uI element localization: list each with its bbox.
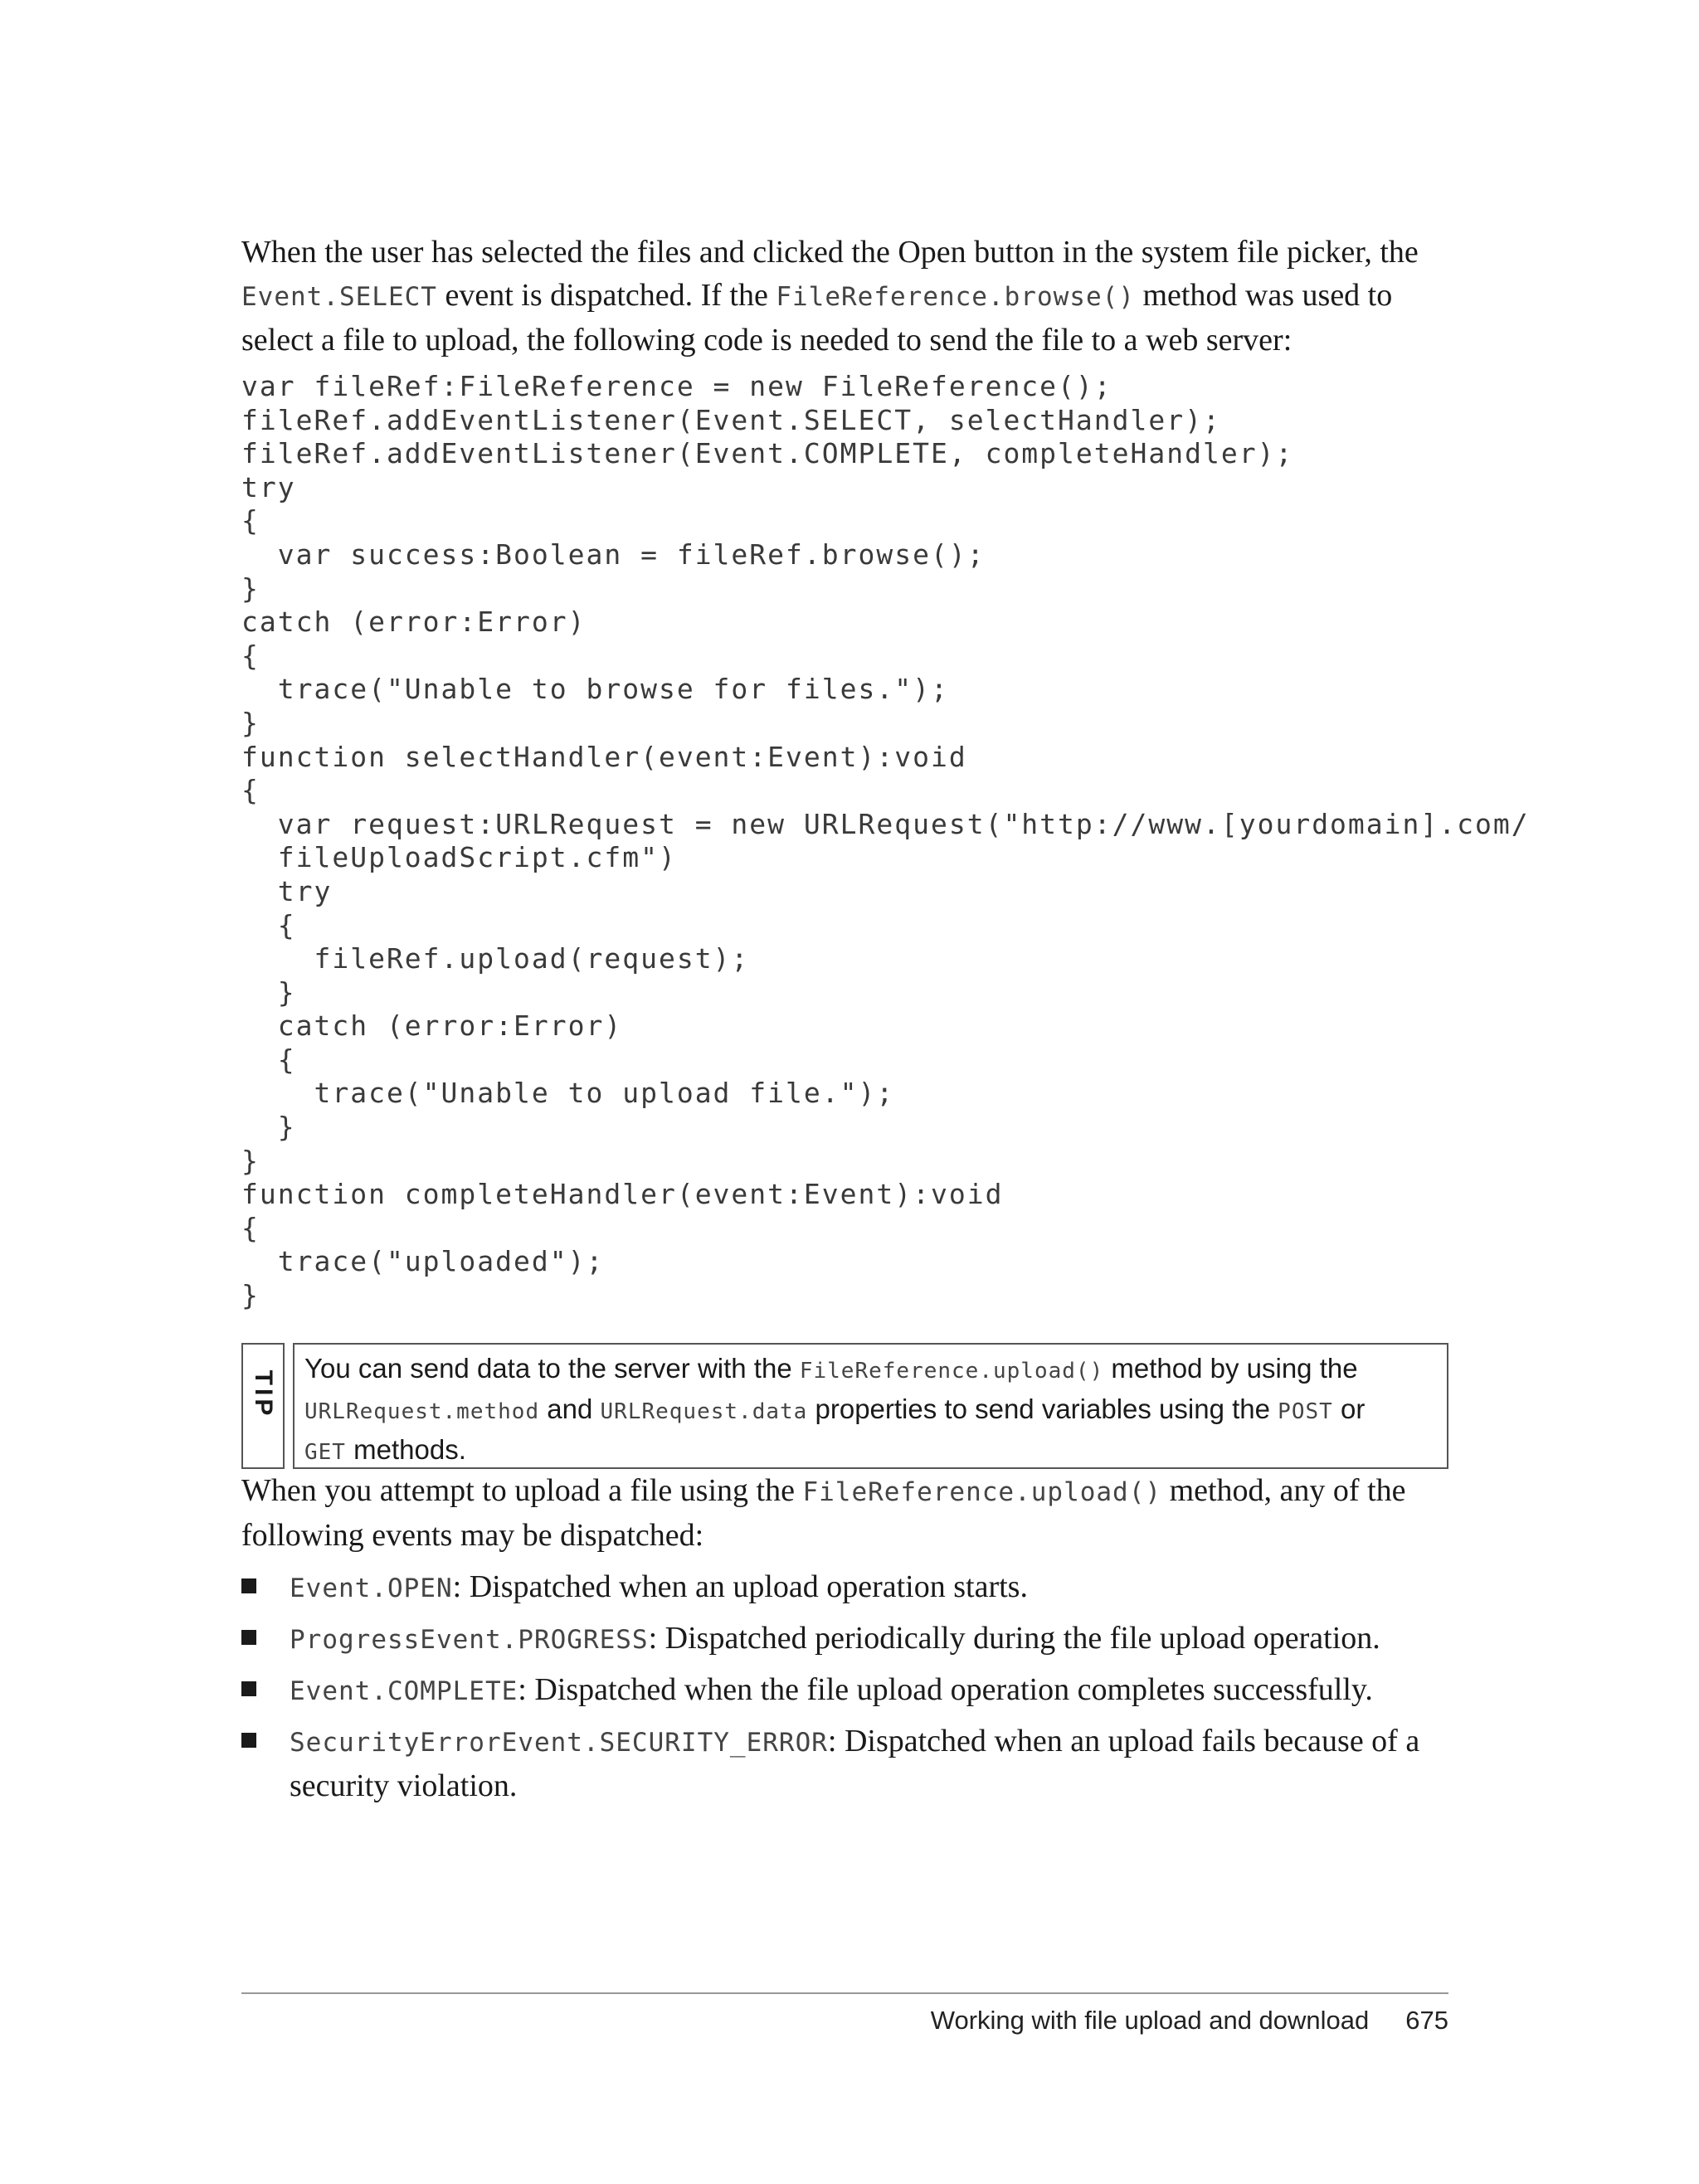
footer-divider (241, 1992, 1448, 1994)
events-intro-text-2: method, any of the following events may be dispatched: (241, 1472, 1406, 1553)
intro-paragraph (241, 231, 1448, 362)
tip-text-5: or (1332, 1393, 1366, 1424)
page-content (241, 231, 1530, 1814)
events-intro-text-1: When you attempt to upload a file using the (241, 1472, 803, 1508)
event-code: Event.COMPLETE (290, 1676, 518, 1706)
tip-text-6: methods. (345, 1433, 466, 1465)
event-code: ProgressEvent.PROGRESS (290, 1624, 649, 1655)
intro-code-browse: FileReference.browse() (776, 282, 1135, 312)
tip-text-box (293, 1343, 1448, 1469)
tip-text-4: properties to send variables using the (807, 1393, 1278, 1424)
event-code: SecurityErrorEvent.SECURITY_ERROR (290, 1727, 828, 1758)
list-item (241, 1719, 1448, 1807)
page-footer (931, 2006, 1448, 2036)
bullet-square-icon (241, 1681, 256, 1696)
intro-text-3: method was used to select a file to upload, the following code is needed to send the file to a web server: (241, 278, 1393, 358)
tip-text-2: method by using the (1103, 1352, 1358, 1384)
events-intro-paragraph (241, 1469, 1448, 1557)
tip-code-upload: FileReference.upload() (799, 1358, 1104, 1384)
tip-label: TIP (250, 1369, 277, 1418)
tip-text-1: You can send data to the server with the (304, 1352, 800, 1384)
tip-code-post: POST (1278, 1398, 1333, 1424)
intro-code-event-select: Event.SELECT (241, 282, 437, 312)
list-item (241, 1668, 1448, 1713)
page-number: 675 (1405, 2006, 1448, 2035)
event-description: : Dispatched when an upload operation starts. (452, 1569, 1028, 1604)
bullet-square-icon (241, 1578, 256, 1593)
bullet-square-icon (241, 1733, 256, 1748)
event-description: : Dispatched periodically during the file upload operation. (648, 1620, 1380, 1656)
events-list (241, 1565, 1448, 1807)
event-description: : Dispatched when the file upload operation completes successfully. (518, 1671, 1373, 1707)
list-item (241, 1565, 1448, 1610)
tip-code-method: URLRequest.method (304, 1398, 540, 1424)
footer-section-title: Working with file upload and download (930, 2006, 1370, 2035)
tip-label-box (241, 1343, 285, 1469)
intro-text-2: event is dispatched. If the (436, 278, 776, 313)
tip-code-data: URLRequest.data (600, 1398, 808, 1424)
list-item (241, 1617, 1448, 1661)
tip-text-3: and (539, 1393, 601, 1424)
tip-code-get: GET (304, 1439, 346, 1465)
intro-text-1: When the user has selected the files and clicked the Open button in the system file picker, the (241, 235, 1419, 270)
tip-callout (241, 1343, 1448, 1469)
code-listing: var fileRef:FileReference = new FileReference(); fileRef.addEventListener(Event.SELECT, selectHandler); fileRef.addEventListener(Event.COMPLETE, completeHandler); try { var success:Boolean = fileRef.browse(); } catch (error:Error) { trace("Unable to browse for files."); } function selectHandler(event:Event):void { var request:URLRequest = new URLRequest("http://www.[yourdomain].com/ fileUploadScript.cfm") try { fileRef.upload(request); } catch (error:Error) { trace("Unable to upload file."); } } function completeHandler(event:Event):void { trace("uploaded"); } (241, 370, 1530, 1312)
events-intro-code-upload: FileReference.upload() (802, 1476, 1162, 1507)
event-code: Event.OPEN (290, 1573, 453, 1603)
event-description: : Dispatched when an upload fails because of a security violation. (290, 1723, 1420, 1803)
bullet-square-icon (241, 1630, 256, 1645)
